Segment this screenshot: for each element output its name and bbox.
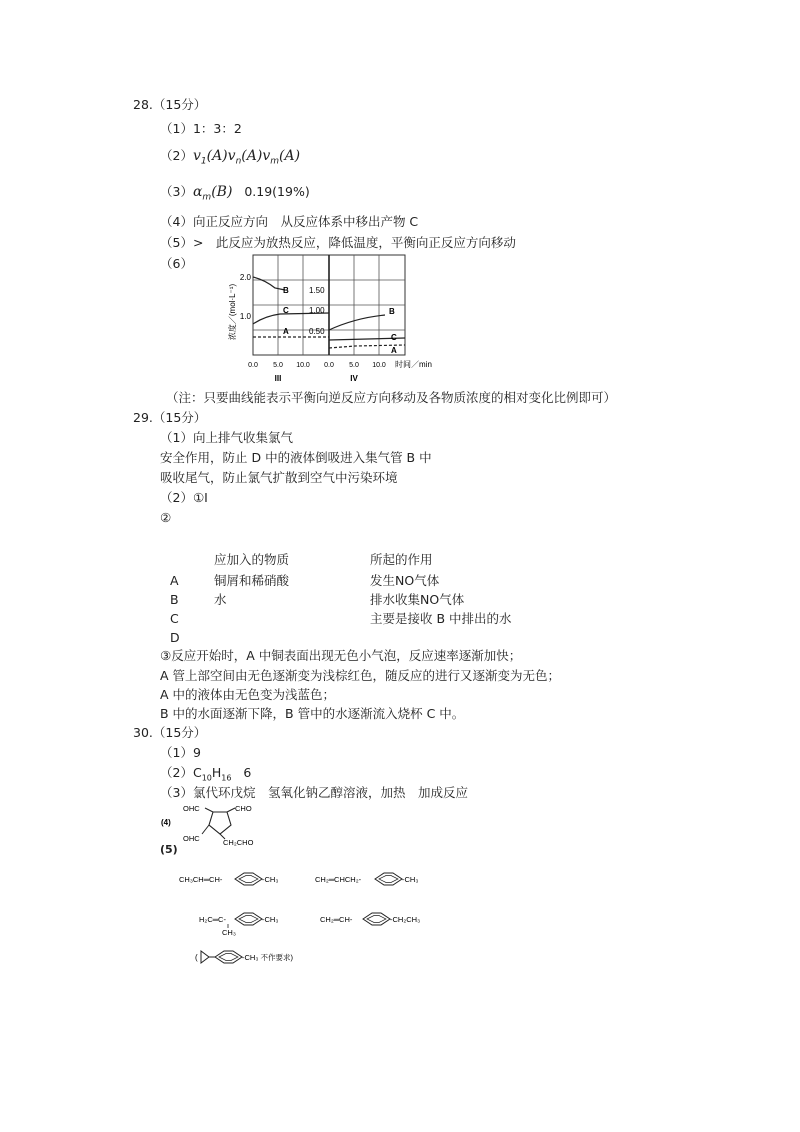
x-tick-3-10: 10.0 — [296, 362, 310, 369]
q28-answer-3: $(3)\alpha_m(B)$ 0.19(19%) — [160, 184, 310, 203]
q29-answer-1-line2: 安全作用，防止 D 中的液体倒吸进入集气管 B 中 — [160, 450, 432, 465]
table-row-b-substance: 水 — [214, 592, 227, 607]
q30-answer-4-label: (4) — [161, 818, 171, 827]
q29-answer-1: （1）向上排气收集氯气 — [160, 430, 293, 445]
ch2cho: CH₂CHO — [223, 838, 254, 847]
q29-answer-2-2: ② — [160, 510, 172, 525]
x-tick-4-0: 0.0 — [324, 362, 334, 369]
q29-header: 29.（15分） — [133, 410, 207, 425]
table-row-a-substance: 铜屑和稀硝酸 — [214, 573, 290, 588]
table-row-label-d: D — [170, 630, 180, 645]
s5-4-prefix: CH₂═CH- — [320, 915, 353, 924]
table-header-effect: 所起的作用 — [370, 552, 433, 567]
label-100: 1.00 — [309, 306, 325, 315]
q28-answer-1: （1）1：3：2 — [160, 121, 242, 136]
structures-5 — [175, 858, 475, 973]
q29-answer-2-1: （2）①I — [160, 490, 208, 505]
q30-answer-1: （1）9 — [160, 745, 201, 760]
q28-header: 28.（15分） — [133, 97, 207, 112]
q29-answer-2-3-line2: A 管上部空间由无色逐渐变为浅棕红色，随反应的进行又逐渐变为无色； — [160, 668, 561, 683]
table-row-label-c: C — [170, 611, 179, 626]
panel-label-4: IV — [350, 374, 358, 383]
x-tick-3-0: 0.0 — [248, 362, 258, 369]
q29-answer-2-3-line3: A 中的液体由无色变为浅蓝色； — [160, 687, 336, 702]
x-tick-4-5: 5.0 — [349, 362, 359, 369]
label-150: 1.50 — [309, 286, 325, 295]
table-row-label-a: A — [170, 573, 179, 588]
table-row-b-effect: 排水收集NO气体 — [370, 592, 465, 607]
cyclopentane-ring — [209, 812, 231, 834]
curve-b-panel-3 — [253, 277, 285, 290]
label-c-3: C — [283, 306, 289, 315]
q28-answer-5: （5）> 此反应为放热反应，降低温度，平衡向正反应方向移动 — [160, 235, 516, 250]
label-a-4: A — [391, 346, 397, 355]
s5-1-prefix: CH₃CH═CH- — [179, 875, 223, 884]
s5-5-open: ( — [195, 953, 198, 962]
q30-answer-2: $(2)C_{10}H_{16}$ 6 — [160, 765, 252, 783]
table-row-c-effect: 主要是接收 B 中排出的水 — [370, 611, 512, 626]
label-b-4: B — [389, 307, 395, 316]
q28-answer-2: $(2)v_1(A)v_n(A)v_m(A)$ — [160, 148, 301, 167]
chart-ylabel: 浓度／(mol·L⁻¹) — [228, 283, 237, 341]
table-row-label-b: B — [170, 592, 179, 607]
s5-2-ch3: -CH₃ — [402, 875, 419, 884]
panel-label-3: III — [274, 374, 282, 383]
concentration-chart — [225, 250, 475, 390]
s5-3-ch3-right: -CH₃ — [262, 915, 279, 924]
cho-top-left: OHC — [183, 804, 200, 813]
label-c-4: C — [391, 333, 397, 342]
s5-5-close: -CH₃ 不作要求) — [242, 953, 293, 962]
y-tick-2: 2.0 — [239, 273, 251, 282]
label-b-3: B — [283, 286, 289, 295]
s5-3-prefix: H₂C═C- — [199, 915, 226, 924]
s5-3-ch3: CH₃ — [222, 928, 236, 937]
q30-answer-3: （3）氯代环戊烷 氢氧化钠乙醇溶液，加热 加成反应 — [160, 785, 468, 800]
q29-answer-2-3-line4: B 中的水面逐渐下降，B 管中的水逐渐流入烧杯 C 中。 — [160, 706, 465, 721]
q29-answer-2-3: ③反应开始时，A 中铜表面出现无色小气泡，反应速率逐渐加快； — [160, 648, 522, 663]
table-row-a-effect: 发生NO气体 — [370, 573, 440, 588]
q28-answer-6: （6） — [160, 256, 193, 271]
q28-note: （注：只要曲线能表示平衡向逆反应方向移动及各物质浓度的相对变化比例即可） — [166, 390, 617, 405]
chart-xlabel: 时间／min — [395, 360, 432, 369]
y-tick-1: 1.0 — [239, 312, 251, 321]
table-header-substance: 应加入的物质 — [214, 552, 290, 567]
q30-header: 30.（15分） — [133, 725, 207, 740]
cho-bottom-left: OHC — [183, 834, 200, 843]
label-a-3: A — [283, 327, 289, 336]
q28-answer-4: （4）向正反应方向 从反应体系中移出产物 C — [160, 214, 419, 229]
cho-top-right: CHO — [235, 804, 252, 813]
s5-4-ethyl: -CH₂CH₃ — [390, 915, 421, 924]
q30-answer-5-label: (5) — [160, 843, 178, 856]
curve-b-panel-4 — [329, 315, 385, 330]
label-050: 0.50 — [309, 327, 325, 336]
x-tick-3-5: 5.0 — [273, 362, 283, 369]
x-tick-4-10: 10.0 — [372, 362, 386, 369]
s5-2-prefix: CH₂═CHCH₂- — [315, 875, 362, 884]
cyclopropyl-ring — [201, 951, 209, 963]
s5-1-ch3: -CH₃ — [262, 875, 279, 884]
q29-answer-1-line3: 吸收尾气，防止氯气扩散到空气中污染环境 — [160, 470, 398, 485]
